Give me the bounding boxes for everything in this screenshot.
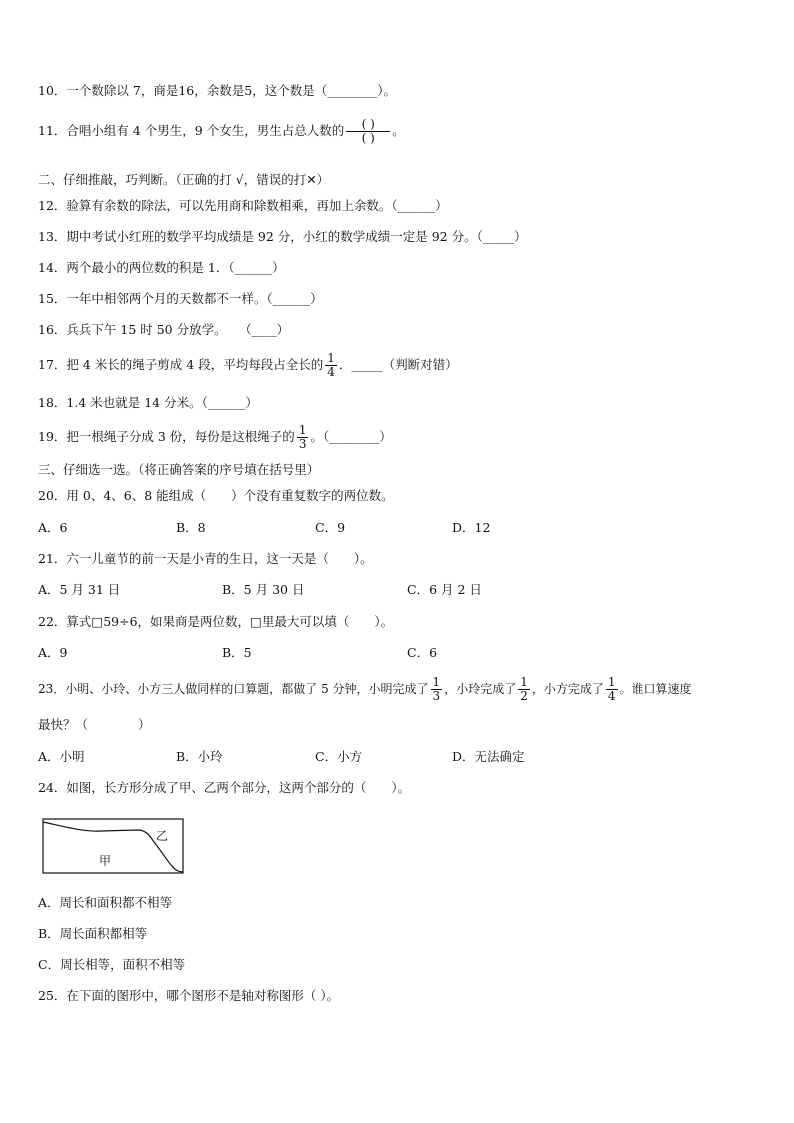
question-13: 13．期中考试小红班的数学平均成绩是 92 分，小红的数学成绩一定是 92 分。（_____） [38, 229, 527, 244]
section-2-heading: 二、仔细推敲，巧判断。（正确的打 √，错误的打✕） [38, 172, 330, 187]
q20-option-d: D．12 [452, 520, 491, 535]
question-11 [38, 118, 405, 145]
question-14: 14．两个最小的两位数的积是 1．（______） [38, 260, 285, 275]
question-24: 24．如图，长方形分成了甲、乙两个部分，这两个部分的（ ）。 [38, 780, 411, 795]
q20-option-b: B．8 [176, 520, 206, 535]
q22-option-b: B．5 [222, 645, 252, 660]
rectangle-figure [42, 818, 186, 876]
question-20: 20．用 0、4、6、8 能组成（ ）个没有重复数字的两位数。 [38, 488, 394, 503]
question-17-fraction [325, 352, 337, 379]
question-19-text: 19．把一根绳子分成 3 份，每份是这根绳子的 [38, 429, 295, 444]
q23-option-d: D．无法确定 [452, 749, 525, 764]
fraction-numerator: 1 [298, 423, 307, 437]
question-25: 25．在下面的图形中，哪个图形不是轴对称图形（ ）。 [38, 988, 340, 1003]
question-21: 21．六一儿童节的前一天是小青的生日，这一天是（ ）。 [38, 551, 373, 566]
question-23 [38, 676, 692, 703]
q20-option-c: C．9 [315, 520, 346, 535]
q23-fraction-xiaoming [431, 676, 443, 703]
fraction-denominator: ( ) [361, 131, 375, 145]
question-15: 15．一年中相邻两个月的天数都不一样。（______） [38, 291, 323, 306]
fraction-numerator: ( ) [346, 118, 390, 132]
q24-option-a: A．周长和面积都不相等 [38, 895, 173, 910]
question-10: 10．一个数除以 7，商是16，余数是5，这个数是（________）。 [38, 83, 396, 98]
fraction-denominator: 4 [327, 365, 335, 379]
question-23-line2: 最快？（ ） [38, 717, 151, 732]
q23-text-b: ，小玲完成了 [444, 682, 517, 696]
fraction-numerator: 1 [607, 675, 616, 689]
q24-option-c: C．周长相等，面积不相等 [38, 957, 186, 972]
q23-option-c: C．小方 [315, 749, 363, 764]
q21-option-a: A．5 月 31 日 [38, 582, 121, 597]
q20-option-a: A．6 [38, 520, 68, 535]
question-17 [38, 352, 458, 379]
question-16: 16．兵兵下午 15 时 50 分放学。 （____） [38, 322, 290, 337]
section-3-heading: 三、仔细选一选。（将正确答案的序号填在括号里） [38, 462, 320, 477]
fraction-numerator: 1 [327, 351, 335, 365]
q21-option-b: B．5 月 30 日 [222, 582, 305, 597]
fraction-denominator: 3 [298, 437, 307, 451]
fraction-denominator: 3 [432, 689, 441, 703]
fraction-numerator: 1 [520, 675, 528, 689]
q22-option-a: A．9 [38, 645, 68, 660]
question-11-tail: 。 [392, 123, 405, 138]
q23-fraction-xiaofang [606, 676, 618, 703]
q23-fraction-xiaoling [518, 676, 530, 703]
question-17-tail: ．_____（判断对错） [338, 357, 458, 372]
q23-option-b: B．小玲 [176, 749, 223, 764]
q22-option-c: C．6 [407, 645, 438, 660]
question-19-fraction [297, 424, 309, 451]
label-yi: 乙 [156, 829, 169, 843]
fraction-numerator: 1 [432, 675, 441, 689]
question-18: 18．1.4 米也就是 14 分米。（______） [38, 395, 258, 410]
fraction-denominator: 2 [520, 689, 528, 703]
question-11-text: 11．合唱小组有 4 个男生，9 个女生，男生占总人数的 [38, 123, 345, 138]
question-11-fraction [346, 118, 390, 145]
question-19 [38, 424, 392, 451]
label-jia: 甲 [99, 854, 112, 868]
q23-option-a: A．小明 [38, 749, 85, 764]
q24-option-b: B．周长面积都相等 [38, 926, 148, 941]
question-19-tail: 。（________） [310, 429, 392, 444]
q23-text-d: 。谁口算速度 [619, 682, 692, 696]
q23-text-c: ，小方完成了 [531, 682, 604, 696]
question-12: 12．验算有余数的除法，可以先用商和除数相乘，再加上余数。（______） [38, 198, 448, 213]
fraction-denominator: 4 [607, 689, 616, 703]
q21-option-c: C．6 月 2 日 [407, 582, 482, 597]
question-22: 22．算式□59÷6，如果商是两位数，□里最大可以填（ ）。 [38, 614, 394, 629]
q23-text-a: 23．小明、小玲、小方三人做同样的口算题，都做了 5 分钟，小明完成了 [38, 682, 429, 696]
question-17-text: 17．把 4 米长的绳子剪成 4 段，平均每段占全长的 [38, 357, 324, 372]
